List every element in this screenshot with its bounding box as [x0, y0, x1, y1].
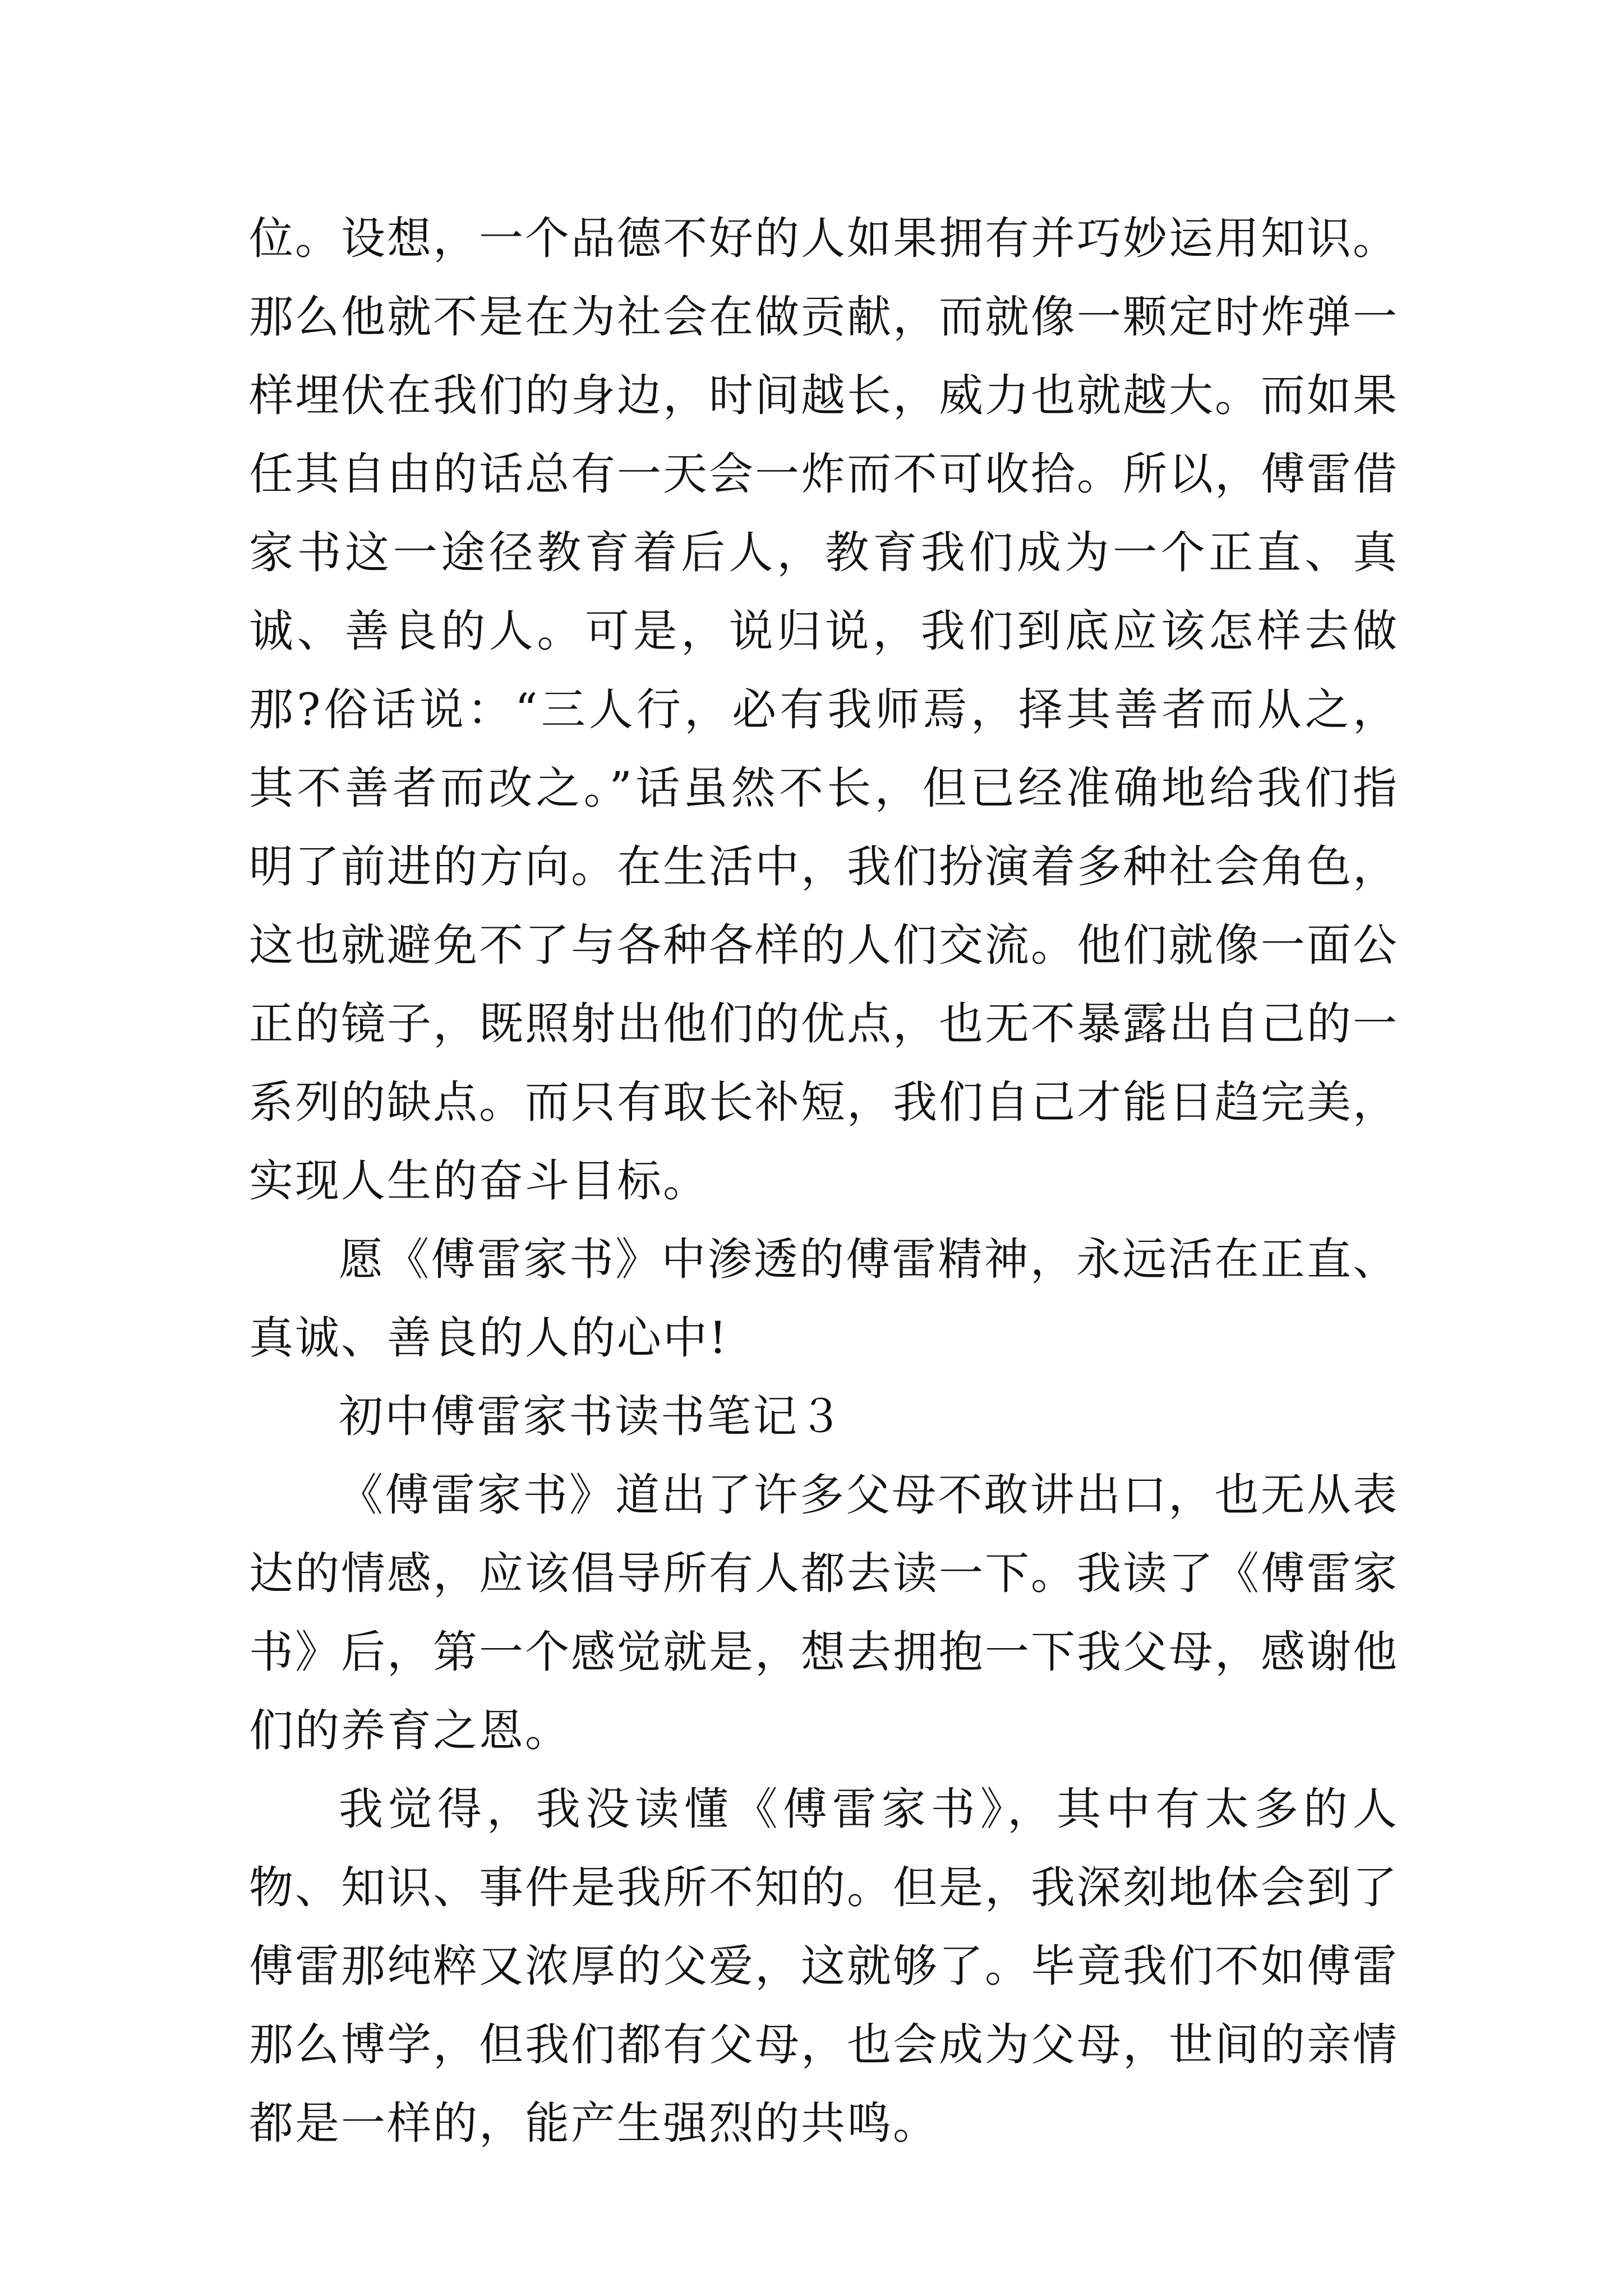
paragraph-2: 愿《傅雷家书》中渗透的傅雷精神，永远活在正直、真诚、善良的人的心中!	[249, 1234, 1399, 1364]
document-body	[249, 199, 1399, 2162]
paragraph-3: 《傅雷家书》道出了许多父母不敢讲出口，也无从表达的情感，应该倡导所有人都去读一下。我读了《傅雷家书》后，第一个感觉就是，想去拥抱一下我父母，感谢他们的养育之恩。	[249, 1469, 1399, 1756]
section-title: 初中傅雷家书读书笔记３	[339, 1391, 845, 1442]
paragraph-4: 我觉得，我没读懂《傅雷家书》，其中有太多的人物、知识、事件是我所不知的。但是，我深刻地体会到了傅雷那纯粹又浓厚的父爱，这就够了。毕竟我们不如傅雷那么博学，但我们都有父母，也会成为父母，世间的亲情都是一样的，能产生强烈的共鸣。	[249, 1783, 1399, 2149]
paragraph-1: 位。设想，一个品德不好的人如果拥有并巧妙运用知识。那么他就不是在为社会在做贡献，而就像一颗定时炸弹一样埋伏在我们的身边，时间越长，威力也就越大。而如果任其自由的话总有一天会一炸而不可收拾。所以，傅雷借家书这一途径教育着后人，教育我们成为一个正直、真诚、善良的人。可是，说归说，我们到底应该怎样去做那?俗话说：“三人行，必有我师焉，择其善者而从之，其不善者而改之。”话虽然不长，但已经准确地给我们指明了前进的方向。在生活中，我们扮演着多种社会角色，这也就避免不了与各种各样的人们交流。他们就像一面公正的镜子，既照射出他们的优点，也无不暴露出自己的一系列的缺点。而只有取长补短，我们自己才能日趋完美，实现人生的奋斗目标。	[249, 213, 1399, 1207]
